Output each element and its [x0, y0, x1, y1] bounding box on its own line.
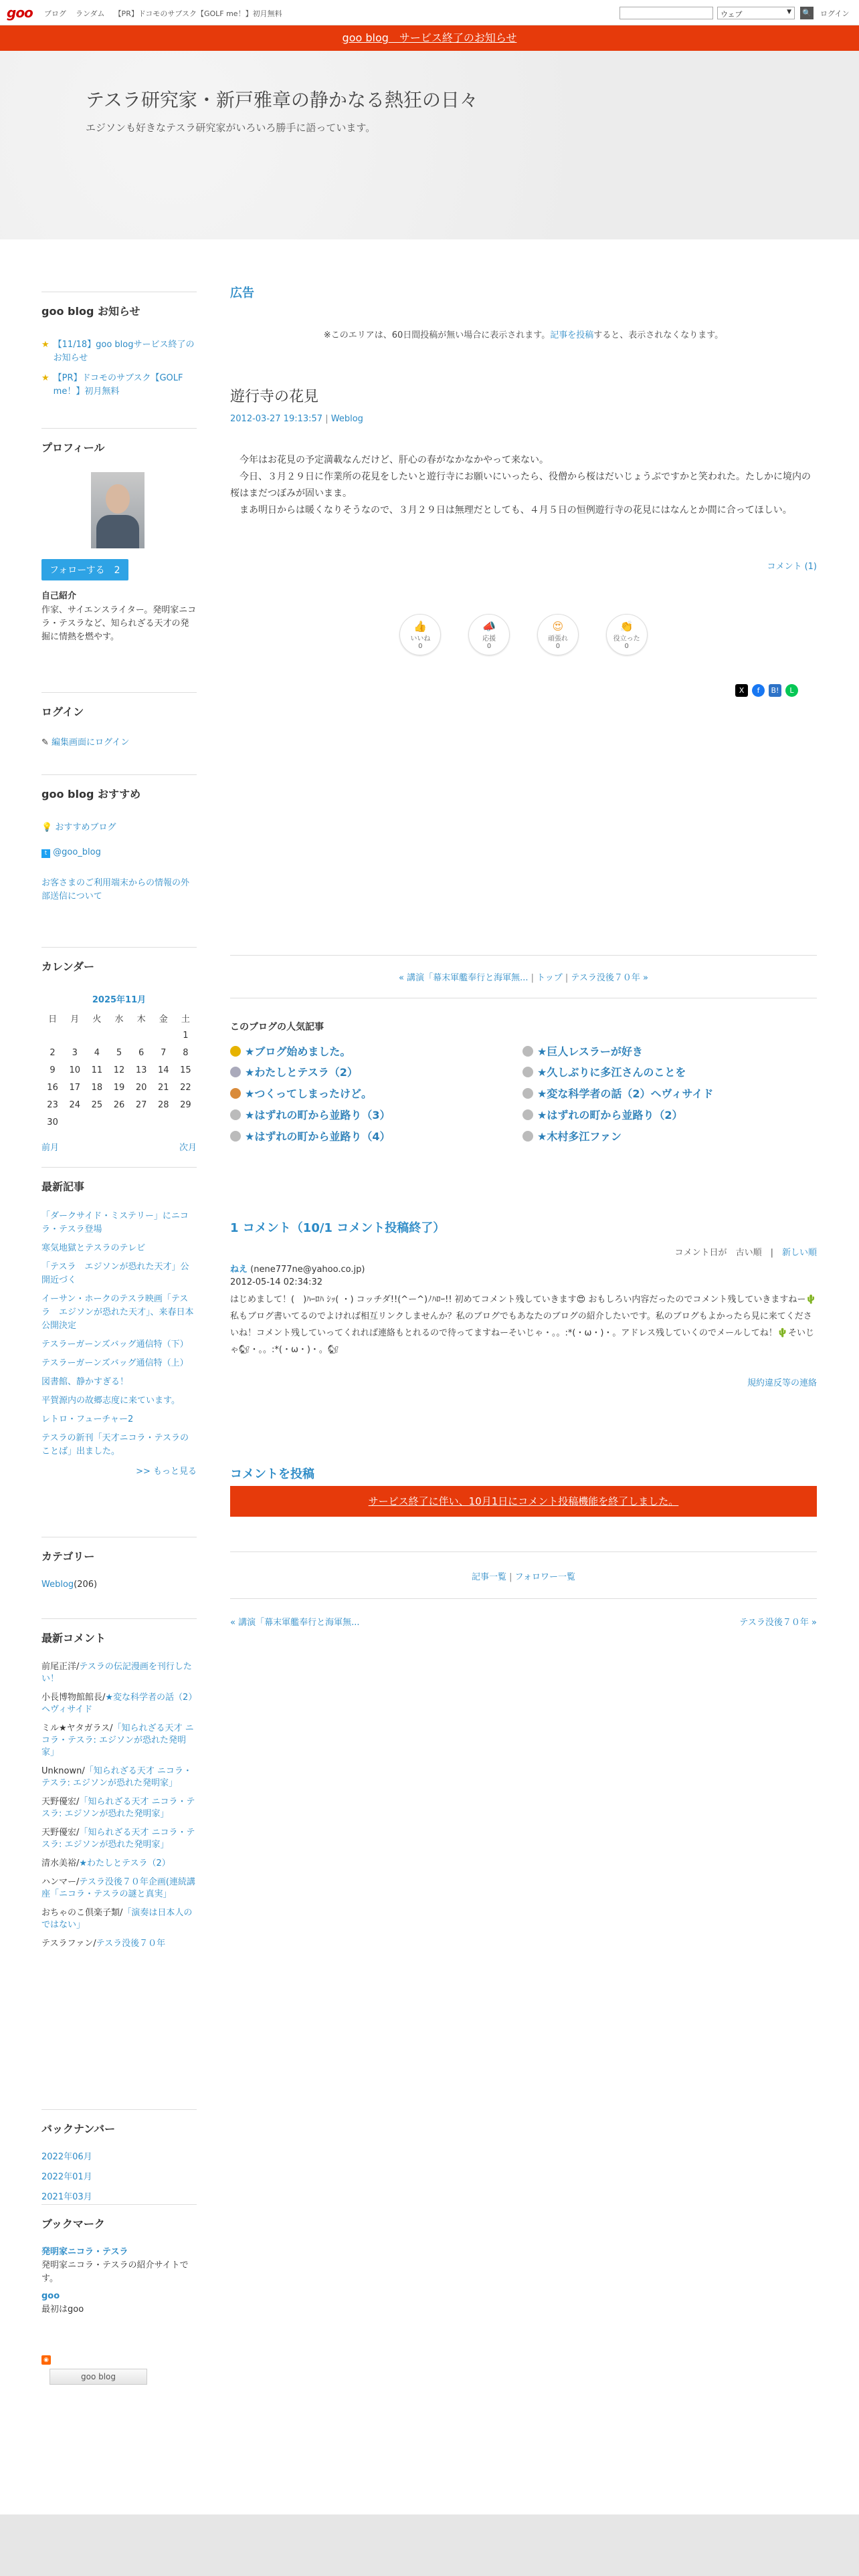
reaction-ganbare[interactable]	[537, 614, 579, 655]
next-article-link[interactable]: テスラ没後７０年 »	[739, 1618, 817, 1628]
calendar-day: 26	[113, 1099, 125, 1110]
line-share-icon[interactable]: L	[785, 684, 798, 697]
calendar-day	[108, 1113, 130, 1131]
comment-user: 前尾正洋	[41, 1662, 77, 1672]
calendar-day	[86, 1027, 108, 1044]
bookmark-list	[41, 2246, 197, 2317]
service-end-notice[interactable]: goo blog サービス終了のお知らせ	[0, 25, 859, 51]
sidebar-comments	[41, 1618, 197, 1950]
comment-article-link[interactable]: ★わたしとテスラ（2）	[79, 1858, 171, 1868]
popular-item[interactable]	[230, 1107, 390, 1122]
divider	[41, 774, 197, 775]
avatar[interactable]	[91, 472, 145, 548]
report-link[interactable]: 規約違反等の連絡	[747, 1378, 817, 1388]
article-paragraph: 今日、３月２９日に作業所の花見をしたいと遊行寺にお願いにいったら、役僧から桜はだいじょうぶですかと笑われた。たしかに境内の桜はまだつぼみが固いまま。	[230, 471, 811, 499]
calendar-day	[175, 1113, 197, 1131]
calendar-day: 27	[135, 1099, 147, 1110]
calendar-week	[41, 1027, 197, 1044]
comment-user: 天野優宏	[41, 1828, 77, 1838]
sort-new-button[interactable]: 新しい順	[781, 1248, 817, 1258]
bookmark-link[interactable]: 発明家ニコラ・テスラ	[41, 2247, 128, 2257]
popular-item[interactable]	[522, 1043, 643, 1059]
comment-article-link[interactable]: 「知られざる天才 ニコラ・テスラ: エジソンが恐れた発明家」	[41, 1723, 194, 1757]
bookmark-heading: ブックマーク	[41, 2218, 105, 2230]
calendar-day: 22	[180, 1082, 191, 1093]
article	[230, 385, 817, 572]
comment-user: 小長博物館館長	[41, 1693, 103, 1703]
megaphone-icon: 📣	[482, 620, 496, 633]
calendar-day	[64, 1113, 86, 1131]
post-comment-heading: コメントを投稿	[230, 1467, 314, 1481]
comment-item: Unknown/「知られざる天才 ニコラ・テスラ: エジソンが恐れた発明家」	[41, 1766, 192, 1788]
recommend-heading: goo blog おすすめ	[41, 788, 141, 800]
comment-item: 小長博物館館長/★変な科学者の話（2）ヘヴィサイド	[41, 1693, 193, 1715]
star-icon: ★	[41, 373, 50, 383]
weekday: 木	[136, 1014, 146, 1025]
popular-item-label: ★はずれの町から並路り（3）	[245, 1109, 391, 1121]
recent-item[interactable]: 「テスラ エジソンが恐れた天才」公開近づく	[41, 1262, 189, 1285]
calendar-day	[153, 1027, 175, 1044]
popular-item-label: ★木村多江ファン	[537, 1130, 622, 1143]
rank-crown-icon	[230, 1046, 241, 1057]
sort-old-button[interactable]: 古い順	[735, 1248, 762, 1258]
popular-section	[230, 1020, 817, 1154]
heart-eyes-icon: 😍	[552, 620, 564, 633]
search-scope-value: ウェブ	[721, 10, 743, 19]
article-date: 2012-03-27 19:13:57	[230, 414, 323, 424]
calendar-day: 21	[158, 1082, 169, 1093]
bookmark-link[interactable]: goo	[41, 2291, 60, 2301]
comment-body: はじめまして！( )ﾊｰﾛﾊ ｼｯ( ・) コッチダ!!(^ー^)ﾉﾊﾛｰ!! 初めてコメント残していきます😍 おもしろい内容だったのでコメント残していきますねー🌵私もブログ書いてるのでよければ相互リンクしませんか？私のブログでもあなたのブログの紹介したいです。私のブログもよかったら見に来てくださいね！コメント残していってくれれば連絡もとれるので待ってますねーそいじゃ・。。:*(・ω・)・。アドレス残していくのでメールしてね！🌵そいじゃ🐿・。。:*(・ω・)・。🐿	[230, 1295, 817, 1355]
divider	[230, 955, 817, 956]
reaction-count: 0	[486, 643, 492, 650]
calendar-day: 15	[180, 1065, 191, 1075]
popular-item-label: ★はずれの町から並路り（4）	[245, 1130, 391, 1143]
rank-icon	[522, 1088, 533, 1099]
hatena-share-icon[interactable]: B!	[769, 684, 781, 697]
weekday: 金	[159, 1014, 168, 1025]
article-body	[230, 452, 817, 519]
comment-article-link[interactable]: ★変な科学者の話（2）ヘヴィサイド	[41, 1693, 193, 1715]
reaction-count: 0	[555, 643, 561, 650]
popular-item[interactable]	[522, 1107, 682, 1122]
comment-item: 天野優宏/「知られざる天才 ニコラ・テスラ: エジソンが恐れた発明家」	[41, 1797, 195, 1819]
comment-article-link[interactable]: 「知られざる天才 ニコラ・テスラ: エジソンが恐れた発明家」	[41, 1797, 195, 1819]
backnumber-item[interactable]: 2021年03月	[41, 2192, 92, 2202]
reaction-count: 0	[418, 643, 423, 650]
follow-label: フォローする	[50, 565, 105, 576]
divider	[41, 692, 197, 693]
calendar-month[interactable]: 2025年11月	[92, 995, 147, 1005]
sidebar-recent	[41, 1167, 197, 1479]
reaction-label: いいね	[410, 635, 431, 643]
comment-sort: コメント日が 古い順 | 新しい順	[674, 1248, 817, 1258]
recommend-blog-link[interactable]: おすすめブログ	[55, 823, 116, 833]
backnumber-list[interactable]	[41, 2151, 197, 2207]
rank-crown-icon	[230, 1067, 241, 1077]
weekday: 日	[48, 1014, 58, 1025]
popular-item[interactable]	[230, 1128, 390, 1144]
calendar-week	[41, 1044, 197, 1061]
recent-item[interactable]: イーサン・ホークのテスラ映画「テスラ エジソンが恐れた天才」、来春日本公開決定	[41, 1294, 194, 1331]
divider	[41, 1618, 197, 1619]
weekday: 火	[92, 1014, 102, 1025]
divider	[230, 1598, 817, 1599]
recent-item[interactable]: レトロ・フューチャー2	[41, 1414, 134, 1424]
star-icon: ★	[41, 340, 50, 350]
calendar-day	[64, 1027, 86, 1044]
calendar-heading: カレンダー	[41, 960, 94, 973]
calendar-day: 9	[50, 1065, 56, 1075]
divider	[230, 1551, 817, 1552]
backnumber-item[interactable]: 2022年06月	[41, 2152, 92, 2162]
twitter-link[interactable]: @goo_blog	[53, 847, 101, 857]
calendar-day: 14	[158, 1065, 169, 1075]
reaction-like[interactable]	[399, 614, 441, 655]
sidebar-bookmark	[41, 2204, 197, 2385]
popular-item-label: ★わたしとテスラ（2）	[245, 1066, 358, 1079]
calendar-day: 10	[69, 1065, 80, 1075]
comment-user: ハンマー	[41, 1877, 77, 1887]
comment-article-link[interactable]: テスラ没後７０年	[96, 1939, 166, 1949]
calendar-week	[41, 1061, 197, 1079]
calendar-day: 30	[47, 1117, 58, 1128]
ad-note-text: すると、表示されなくなります。	[593, 330, 724, 340]
external-info-link[interactable]: お客さまのご利用端末からの情報の外部送信について	[41, 878, 190, 901]
calendar-day: 8	[183, 1047, 189, 1058]
reaction-count: 0	[624, 643, 629, 650]
intro-text: 作家、サイエンスライター。発明家ニコラ・テスラなど、知られざる天才の発掘に情熱を燃やす。	[41, 605, 197, 642]
top-bar	[0, 0, 859, 25]
recent-item[interactable]: テスラの新刊「天才ニコラ・テスラのことば」出ました。	[41, 1433, 189, 1457]
prev-article-link[interactable]: « 講演「幕末軍艦奉行と海軍無...	[230, 1618, 360, 1628]
recent-item[interactable]: 寒気地獄とテスラのテレビ	[41, 1243, 146, 1253]
comment-user: おちゃのこ倶楽子類	[41, 1908, 120, 1918]
comment-article-link[interactable]: 「演奏は日本人のではない」	[41, 1908, 193, 1930]
calendar-day: 18	[91, 1082, 103, 1093]
bookmark-desc: 発明家ニコラ・テスラの紹介サイトです。	[41, 2260, 189, 2284]
comment-author[interactable]: ねえ	[230, 1265, 248, 1275]
reaction-helpful[interactable]	[606, 614, 648, 655]
calendar-day: 13	[135, 1065, 147, 1075]
search-icon[interactable]: 🔍	[800, 7, 814, 19]
search-input[interactable]	[619, 7, 713, 19]
weekday: 水	[114, 1014, 124, 1025]
calendar	[41, 992, 197, 1153]
sidebar-news	[41, 292, 197, 399]
comment-user: テスラファン	[41, 1939, 94, 1949]
blog-header	[0, 51, 859, 239]
comments-section	[230, 1218, 817, 1388]
bookmark-desc: 最初はgoo	[41, 2304, 84, 2315]
comment-list	[41, 1661, 197, 1950]
popular-item-label: ★つくってしまったけど。	[245, 1087, 373, 1100]
divider	[41, 1167, 197, 1168]
popular-heading: このブログの人気記事	[230, 1022, 324, 1033]
profile-heading: プロフィール	[41, 441, 105, 454]
goo-logo[interactable]: goo	[7, 5, 33, 21]
popular-item[interactable]	[230, 1085, 372, 1101]
rank-icon	[230, 1131, 241, 1142]
post-comment-section	[230, 1465, 817, 1517]
popular-item-label: ★変な科学者の話（2）ヘヴィサイド	[537, 1087, 714, 1100]
article-meta	[230, 414, 817, 424]
rank-icon	[230, 1109, 241, 1120]
popular-item[interactable]	[522, 1128, 622, 1144]
prev-article-link[interactable]: « 講演「幕末軍艦奉行と海軍無...	[399, 973, 529, 983]
comment-author-line	[230, 1262, 817, 1275]
backnumber-item[interactable]: 2022年01月	[41, 2172, 92, 2182]
blog-title[interactable]: テスラ研究家・新戸雅章の静かなる熱狂の日々	[86, 89, 478, 111]
calendar-week	[41, 1096, 197, 1113]
reaction-label: 応援	[482, 635, 496, 643]
thumbs-up-icon: 👍	[413, 620, 427, 633]
comment-user: 天野優宏	[41, 1797, 77, 1807]
comment-item: ハンマー/テスラ没後７０年企画(連続講座「ニコラ・テスラの謎と真実」	[41, 1877, 195, 1899]
popular-item[interactable]	[522, 1085, 713, 1101]
comments-heading: 最新コメント	[41, 1632, 106, 1644]
calendar-day	[86, 1113, 108, 1131]
article-paragraph: まあ明日からは暖くなりそうなので、３月２９日は無理だとしても、４月５日の恒例遊行寺の花見にはなんとか間に合ってほしい。	[230, 505, 792, 516]
popular-item-label: ★巨人レスラーが好き	[537, 1045, 643, 1058]
comment-article-link[interactable]: 「知られざる天才 ニコラ・テスラ: エジソンが恐れた発明家」	[41, 1766, 192, 1788]
recent-item[interactable]: 図書館、静かすぎる！	[41, 1377, 129, 1387]
reaction-label: 役立った	[613, 635, 640, 643]
backnumber-heading: バックナンバー	[41, 2123, 116, 2135]
recent-list	[41, 1210, 197, 1479]
calendar-day	[130, 1027, 153, 1044]
popular-item-label: ★久しぶりに多江さんのことを	[537, 1066, 686, 1079]
calendar-weekdays	[41, 1009, 197, 1027]
rank-icon	[522, 1131, 533, 1142]
meta-separator: |	[322, 414, 331, 424]
sidebar-backnumber	[41, 2109, 197, 2207]
calendar-day: 28	[158, 1099, 169, 1110]
popular-item-label: ★ブログ始めました。	[245, 1045, 351, 1058]
calendar-day: 17	[69, 1082, 80, 1093]
calendar-day: 4	[94, 1047, 100, 1058]
comments-section-heading: 1 コメント（10/1 コメント投稿終了）	[230, 1221, 446, 1235]
popular-item[interactable]	[230, 1043, 351, 1059]
article-category-link[interactable]: Weblog	[330, 414, 363, 424]
article-nav	[230, 955, 817, 998]
search-scope-select[interactable]	[717, 7, 795, 19]
goo-blog-badge[interactable]: goo blog	[50, 2369, 147, 2385]
comment-article-link[interactable]: テスラの伝記漫画を刊行したい！	[41, 1662, 192, 1684]
comment-item: テスラファン/テスラ没後７０年	[41, 1939, 166, 1949]
news-item[interactable]: 【PR】ドコモのサブスク【GOLF me！】初月無料	[53, 373, 183, 397]
news-item[interactable]: 【11/18】goo blogサービス終了のお知らせ	[53, 340, 195, 363]
calendar-day: 20	[135, 1082, 147, 1093]
bottom-article-nav	[230, 1615, 817, 1628]
rank-icon	[522, 1109, 533, 1120]
follow-count: 2	[114, 565, 120, 576]
x-share-icon[interactable]: X	[735, 684, 748, 697]
rank-icon	[522, 1067, 533, 1077]
sidebar-category	[41, 1537, 197, 1590]
comment-user: Unknown	[41, 1766, 82, 1776]
clap-icon: 👏	[619, 620, 634, 633]
calendar-day: 5	[116, 1047, 122, 1058]
comment-item: 前尾正洋/テスラの伝記漫画を刊行したい！	[41, 1662, 192, 1684]
top-nav	[44, 8, 282, 19]
chevron-down-icon: ▼	[787, 9, 791, 15]
calendar-week	[41, 1079, 197, 1096]
sidebar-calendar	[41, 947, 197, 1153]
comment-item: おちゃのこ倶楽子類/「演奏は日本人のではない」	[41, 1908, 193, 1930]
calendar-day: 12	[113, 1065, 125, 1075]
follower-list-link[interactable]: フォロワー一覧	[514, 1572, 576, 1582]
calendar-day: 23	[47, 1099, 58, 1110]
calendar-day: 19	[113, 1082, 125, 1093]
popular-item-label: ★はずれの町から並路り（2）	[537, 1109, 683, 1121]
comment-closed-notice[interactable]: サービス終了に伴い、10月1日にコメント投稿機能を終了しました。	[230, 1486, 817, 1517]
comment-item: 天野優宏/「知られざる天才 ニコラ・テスラ: エジソンが恐れた発明家」	[41, 1828, 195, 1850]
reaction-label: 頑張れ	[547, 635, 568, 643]
sort-label: コメント日が	[674, 1248, 727, 1258]
rss-icon[interactable]: ◉	[41, 2355, 51, 2365]
bulb-icon: 💡	[41, 823, 53, 833]
avatar-face	[106, 484, 130, 514]
comment-item: 清水美裕/★わたしとテスラ（2）	[41, 1858, 171, 1868]
bottom-list-links: 記事一覧 | フォロワー一覧	[471, 1572, 576, 1582]
recent-item[interactable]: 「ダークサイド・ミステリー」にニコラ・テスラ登場	[41, 1211, 189, 1235]
calendar-day: 24	[69, 1099, 80, 1110]
facebook-share-icon[interactable]: f	[752, 684, 765, 697]
divider	[41, 2109, 197, 2110]
calendar-day: 2	[50, 1047, 56, 1058]
news-heading: goo blog お知らせ	[41, 305, 140, 318]
calendar-day: 25	[91, 1099, 103, 1110]
ad-note	[230, 328, 817, 340]
article-paragraph: 今年はお花見の予定満載なんだけど、肝心の春がなかなかやって来ない。	[230, 455, 549, 465]
blog-description: エジソンも好きなテスラ研究家がいろいろ勝手に語っています。	[86, 122, 376, 134]
avatar-body	[96, 515, 139, 548]
top-login-link[interactable]: ログイン	[820, 9, 850, 18]
comment-item: ミル★ヤタガラス/「知られざる天才 ニコラ・テスラ: エジソンが恐れた発明家」	[41, 1723, 194, 1757]
calendar-day	[41, 1027, 64, 1044]
next-article-link[interactable]: テスラ没後７０年 »	[571, 973, 648, 983]
calendar-day	[130, 1113, 153, 1131]
top-nav-blog[interactable]: ブログ	[44, 9, 66, 18]
calendar-day: 1	[183, 1030, 189, 1041]
comment-article-link[interactable]: 「知られざる天才 ニコラ・テスラ: エジソンが恐れた発明家」	[41, 1828, 195, 1850]
calendar-day: 11	[91, 1065, 103, 1075]
ad-section	[230, 284, 817, 340]
comment-user: 清水美裕	[41, 1858, 77, 1868]
reaction-bar	[230, 614, 817, 655]
calendar-day: 16	[47, 1082, 58, 1093]
calendar-day	[108, 1027, 130, 1044]
calendar-day: 3	[72, 1047, 78, 1058]
recent-item[interactable]: 平賀源内の故郷志度に来ています。	[41, 1396, 180, 1406]
top-nav-pr[interactable]: 【PR】ドコモのサブスク【GOLF me！】初月無料	[114, 9, 282, 18]
recent-item[interactable]: テスラーガーンズバッグ通信特（上）	[41, 1358, 189, 1368]
popular-item[interactable]	[522, 1064, 686, 1079]
twitter-icon: t	[41, 849, 50, 858]
comment-date: 2012-05-14 02:34:32	[230, 1277, 323, 1287]
ad-heading: 広告	[230, 286, 254, 300]
next-month-link[interactable]: 次月	[179, 1143, 197, 1153]
bottom-nav	[230, 1551, 817, 1628]
rank-icon	[522, 1046, 533, 1057]
prev-month-link[interactable]: 前月	[41, 1143, 60, 1153]
category-link[interactable]: Weblog	[41, 1580, 74, 1590]
weekday: 土	[181, 1014, 190, 1025]
sidebar-recommend	[41, 774, 197, 903]
calendar-day: 7	[161, 1047, 167, 1058]
more-link[interactable]: >> もっと見る	[136, 1467, 197, 1477]
recent-item[interactable]: テスラーガーンズバッグ通信特（下）	[41, 1339, 189, 1350]
comment-email: (nene777ne@yahoo.co.jp)	[250, 1265, 365, 1275]
calendar-day: 29	[180, 1099, 191, 1110]
post-article-link[interactable]: 記事を投稿	[550, 330, 594, 340]
top-nav-random[interactable]: ランダム	[76, 9, 105, 18]
footer	[0, 2514, 859, 2576]
calendar-day	[153, 1113, 175, 1131]
popular-item[interactable]	[230, 1064, 358, 1079]
calendar-day: 6	[138, 1047, 145, 1058]
divider	[41, 428, 197, 429]
ad-note-text: ※このエリアは、60日間投稿が無い場合に表示されます。	[323, 330, 551, 340]
calendar-week	[41, 1113, 197, 1131]
category-heading: カテゴリー	[41, 1550, 95, 1563]
calendar-table	[41, 1009, 197, 1131]
comment-count-link[interactable]: コメント (1)	[767, 562, 817, 572]
login-heading: ログイン	[41, 706, 84, 718]
edit-login-link[interactable]: 編集画面にログイン	[52, 738, 130, 748]
rank-crown-icon	[230, 1088, 241, 1099]
comment-user: ミル★ヤタガラス	[41, 1723, 110, 1733]
article-nav-links: « 講演「幕末軍艦奉行と海軍無... | トップ | テスラ没後７０年 »	[399, 973, 648, 983]
divider	[41, 947, 197, 948]
pencil-icon: ✎	[41, 738, 49, 748]
follow-button[interactable]	[41, 559, 128, 580]
top-link[interactable]: トップ	[537, 973, 563, 983]
category-count: (206)	[74, 1580, 98, 1590]
recent-heading: 最新記事	[41, 1180, 85, 1193]
intro-heading: 自己紹介	[41, 591, 77, 601]
weekday: 月	[70, 1014, 80, 1025]
comment-article-link[interactable]: テスラ没後７０年企画(連続講座「ニコラ・テスラの謎と真実」	[41, 1877, 195, 1899]
sidebar-profile	[41, 428, 197, 644]
divider	[41, 2204, 197, 2205]
article-title[interactable]: 遊行寺の花見	[230, 389, 319, 405]
sidebar-login	[41, 692, 197, 748]
article-list-link[interactable]: 記事一覧	[471, 1572, 506, 1582]
reaction-cheer[interactable]	[468, 614, 510, 655]
